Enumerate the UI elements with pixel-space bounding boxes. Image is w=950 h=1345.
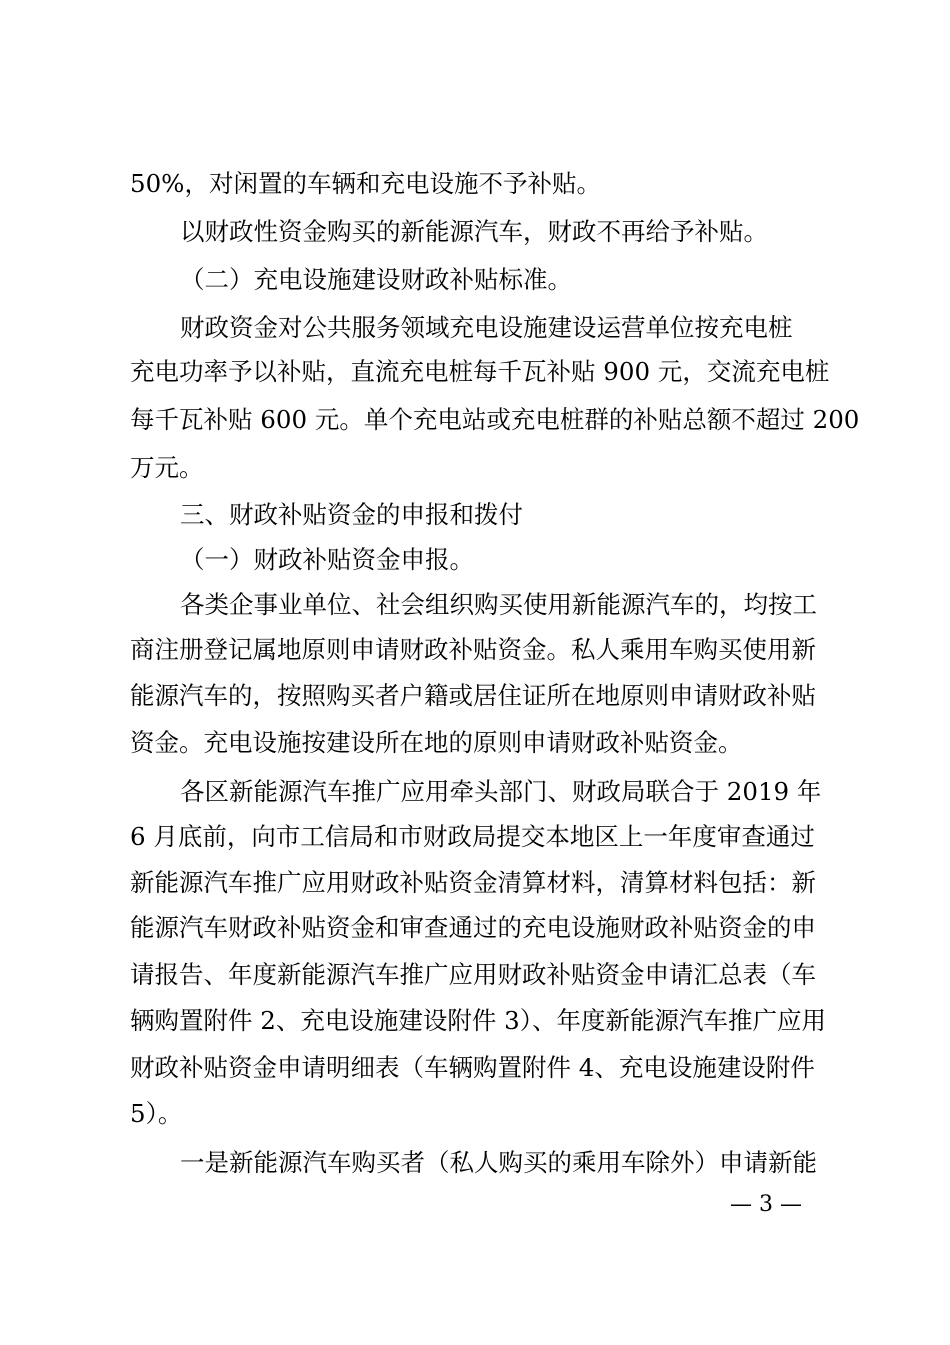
text-line-5: 充电功率予以补贴，直流充电桩每千瓦补贴 900 元，交流充电桩 bbox=[130, 357, 830, 386]
text-line-18: 请报告、年度新能源汽车推广应用财政补贴资金申请汇总表（车 bbox=[130, 960, 816, 989]
text-line-14: 各区新能源汽车推广应用牵头部门、财政局联合于 2019 年 bbox=[180, 777, 822, 806]
text-line-15: 6 月底前，向市工信局和市财政局提交本地区上一年度审查通过 bbox=[130, 822, 815, 851]
subsection-heading-application: （一）财政补贴资金申报。 bbox=[180, 545, 474, 574]
text-line-4: 财政资金对公共服务领域充电设施建设运营单位按充电桩 bbox=[180, 313, 793, 342]
text-line-10: 各类企事业单位、社会组织购买使用新能源汽车的，均按工 bbox=[180, 590, 817, 619]
text-line-6: 每千瓦补贴 600 元。单个充电站或充电桩群的补贴总额不超过 200 bbox=[130, 405, 860, 434]
text-line-7: 万元。 bbox=[130, 453, 204, 482]
page-number: — 3 — bbox=[730, 1192, 802, 1217]
text-line-22: 一是新能源汽车购买者（私人购买的乘用车除外）申请新能 bbox=[180, 1148, 817, 1177]
text-line-2: 以财政性资金购买的新能源汽车，财政不再给予补贴。 bbox=[180, 217, 768, 246]
text-line-13: 资金。充电设施按建设所在地的原则申请财政补贴资金。 bbox=[130, 728, 743, 757]
text-line-19: 辆购置附件 2、充电设施建设附件 3）、年度新能源汽车推广应用 bbox=[130, 1006, 826, 1035]
text-line-21: 5）。 bbox=[130, 1099, 183, 1128]
text-line-17: 能源汽车财政补贴资金和审查通过的充电设施财政补贴资金的申 bbox=[130, 913, 816, 942]
section-heading-application: 三、财政补贴资金的申报和拨付 bbox=[180, 500, 523, 529]
text-line-20: 财政补贴资金申请明细表（车辆购置附件 4、充电设施建设附件 bbox=[130, 1053, 815, 1082]
text-line-1: 50%，对闲置的车辆和充电设施不予补贴。 bbox=[130, 169, 601, 198]
text-line-16: 新能源汽车推广应用财政补贴资金清算材料，清算材料包括：新 bbox=[130, 868, 816, 897]
text-line-11: 商注册登记属地原则申请财政补贴资金。私人乘用车购买使用新 bbox=[130, 635, 816, 664]
section-heading-charging-subsidy: （二）充电设施建设财政补贴标准。 bbox=[180, 265, 572, 294]
text-line-12: 能源汽车的，按照购买者户籍或居住证所在地原则申请财政补贴 bbox=[130, 681, 816, 710]
